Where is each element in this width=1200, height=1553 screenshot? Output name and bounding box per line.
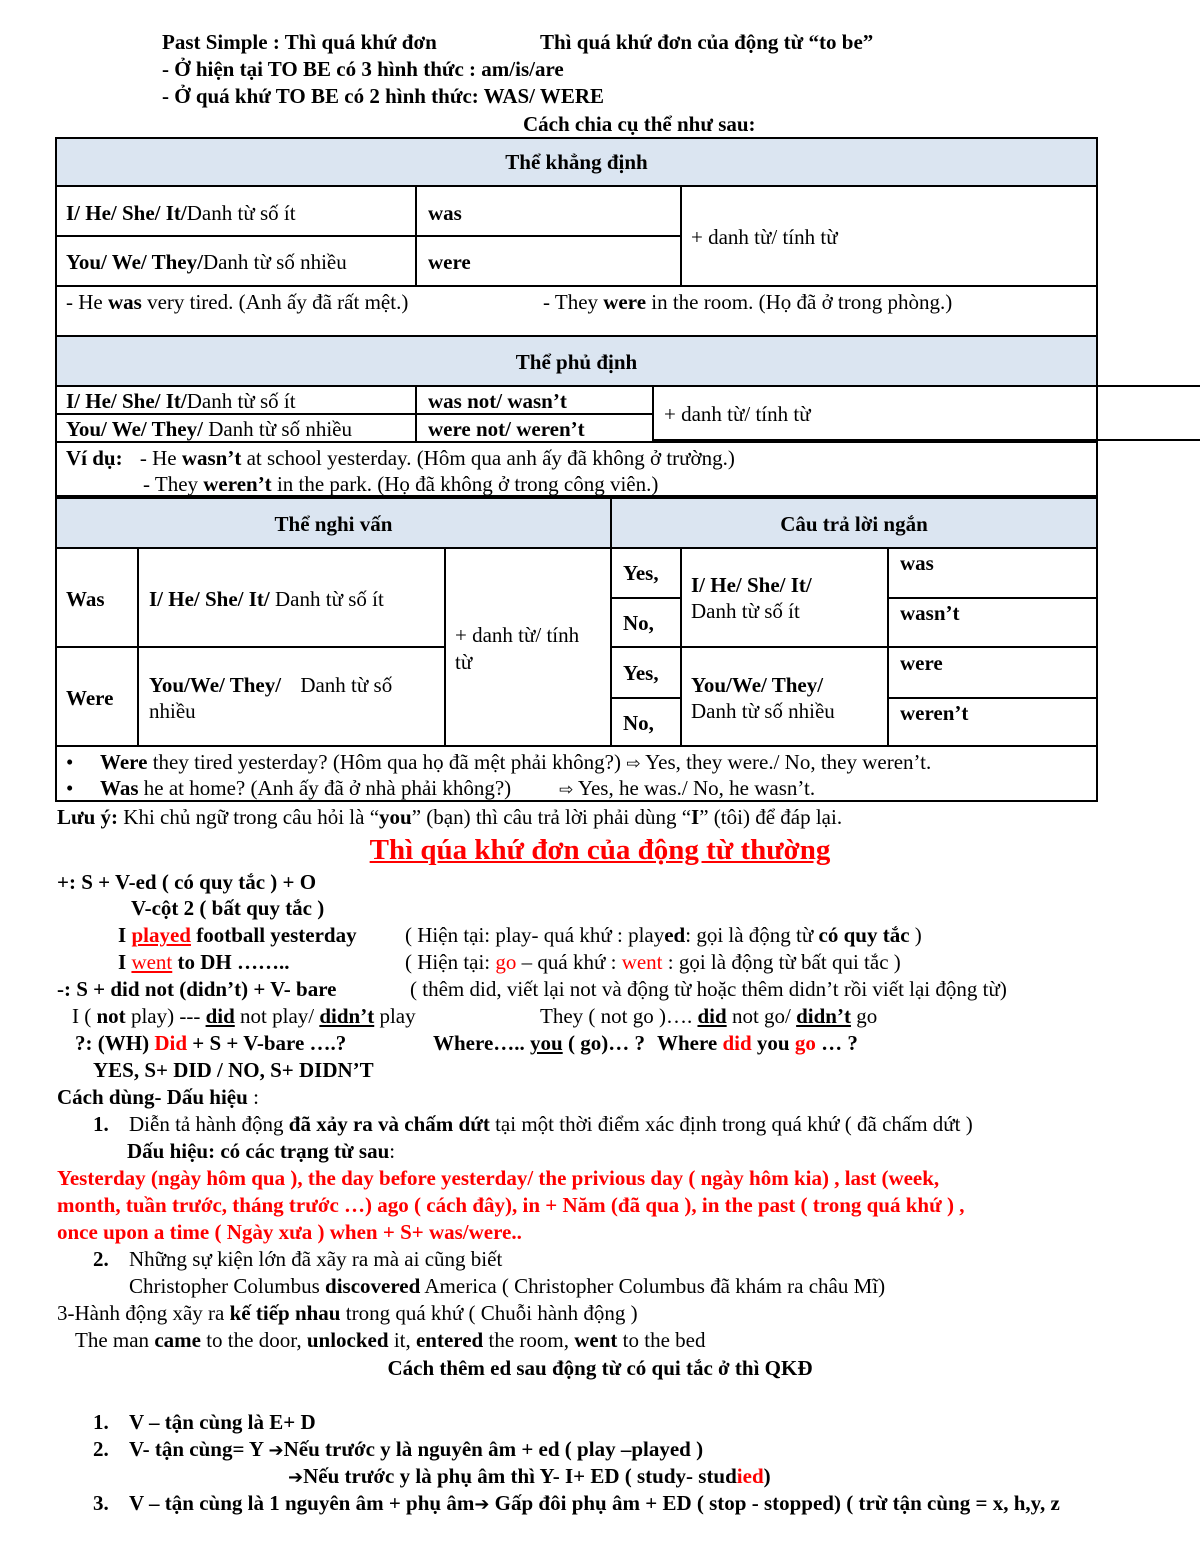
divider (887, 547, 889, 747)
bullet-icon: • (66, 750, 74, 774)
intro-line1-right: Thì quá khứ đơn của động từ “to be” (540, 30, 874, 54)
t: Danh từ số ít (269, 587, 384, 611)
t: they tired yesterday? (Hôm qua họ đã mệt phải không?) (147, 750, 621, 774)
aff-subject-plural-bold: You/ We/ They/ (66, 250, 203, 274)
usage-title (57, 1085, 259, 1110)
t: didn’t (796, 1004, 851, 1028)
regular-verbs-title: Thì qúa khứ đơn của động từ thường (369, 834, 831, 866)
t: played (131, 923, 191, 947)
divider (610, 547, 612, 747)
t: Cách dùng- Dấu hiệu (57, 1085, 248, 1109)
ans-yes-2: Yes, (623, 661, 659, 685)
t: you (751, 1031, 795, 1055)
t: 2. (93, 1437, 109, 1461)
divider (415, 385, 417, 442)
usage-item-2 (93, 1247, 502, 1272)
t: : (389, 1139, 396, 1163)
q-complement-1: + danh từ/ tính (455, 623, 580, 647)
neg-subject-plural (66, 417, 352, 442)
ed-rule-3 (93, 1491, 1060, 1516)
t: did (205, 1004, 235, 1028)
t: were (603, 290, 647, 314)
t: came (154, 1328, 201, 1352)
t: V- tận cùng= Y (129, 1437, 269, 1461)
t: Danh từ số ít (186, 389, 296, 413)
q-bullet-2 (66, 776, 815, 801)
divider (888, 597, 1098, 599)
t: đã xảy ra và chấm dứt (288, 1112, 490, 1136)
right-arrow-icon: ➔ (268, 1440, 284, 1461)
formula-plus: +: S + V-ed ( có quy tắc ) + O (57, 870, 317, 894)
t: 3-Hành động xãy ra (57, 1301, 230, 1325)
ed-rule-1 (93, 1410, 316, 1435)
intro-line3: - Ở quá khứ TO BE có 2 hình thức: WAS/ WERE (162, 84, 605, 108)
t: – quá khứ : (516, 950, 622, 974)
t: I (118, 950, 132, 974)
signs-red-line-2: month, tuần trước, tháng trước …) ago ( cách đây), in + Năm (đã qua ), in the past ( trong quá khứ ) , (57, 1193, 965, 1217)
usage-item-1 (93, 1112, 973, 1137)
divider (415, 185, 417, 286)
formula-minus: -: S + did not (didn’t) + V- bare (57, 977, 337, 1001)
note-line (57, 805, 842, 830)
t: in the room. (Họ đã ở trong phòng.) (646, 290, 953, 314)
ans-were: were (900, 651, 943, 675)
t: Ví dụ: (66, 446, 123, 470)
ans-subject-singular-bold: I/ He/ She/ It/ (691, 573, 812, 597)
intro-line4: Cách chia cụ thể như sau: (523, 112, 756, 136)
formula-question (75, 1031, 346, 1056)
t: went (131, 950, 173, 974)
t: V – tận cùng là E+ D (129, 1410, 316, 1434)
ans-yes-1: Yes, (623, 561, 659, 585)
t: có quy tắc (818, 923, 910, 947)
t: ied (736, 1464, 764, 1488)
divider (137, 547, 139, 747)
aff-subject-plural-rest: Danh từ số nhiều (202, 250, 347, 274)
t: Khi chủ ngữ trong câu hỏi là “ (118, 805, 380, 829)
t: to the bed (617, 1328, 706, 1352)
t: ) (763, 1464, 771, 1488)
t: 1. (93, 1112, 109, 1136)
t: I (691, 805, 700, 829)
affirmative-header-text: Thể khẳng định (505, 150, 648, 174)
q-subject-plural-2: nhiều (149, 699, 196, 723)
t: Was (100, 776, 139, 800)
t: 1. (93, 1410, 109, 1434)
t: not (96, 1004, 126, 1028)
aff-subject-plural (66, 250, 347, 275)
t: Did (154, 1031, 188, 1055)
aff-example-1 (66, 290, 408, 315)
right-arrow-icon: ⇨ (620, 754, 641, 774)
t: was (107, 290, 142, 314)
t: not play/ (234, 1004, 320, 1028)
divider (653, 385, 1200, 387)
t: Những sự kiện lớn đã xãy ra mà ai cũng biết (129, 1247, 503, 1271)
t: discovered (325, 1274, 421, 1298)
q-were: Were (66, 686, 114, 710)
formula-v2: V-cột 2 ( bất quy tắc ) (131, 896, 325, 920)
t: trong quá khứ ( Chuỗi hành động ) (340, 1301, 638, 1325)
t: 2. (93, 1247, 109, 1271)
divider (610, 597, 681, 599)
t: he at home? (Anh ấy đã ở nhà phải không?) (138, 776, 512, 800)
divider (55, 646, 445, 648)
aff-verb-was: was (428, 201, 462, 225)
divider (444, 547, 446, 747)
t: you (530, 1031, 563, 1055)
t: did (722, 1031, 752, 1055)
divider (610, 697, 681, 699)
t: - He (66, 290, 108, 314)
t: V – tận cùng là 1 nguyên âm + phụ âm (129, 1491, 475, 1515)
t: - He (134, 446, 182, 470)
usage-item-2-example (129, 1274, 885, 1299)
t: ) (909, 923, 922, 947)
t: : gọi là động từ (685, 923, 819, 947)
t: … ? (815, 1031, 858, 1055)
ed-rules-title: Cách thêm ed sau động từ có qui tắc ở thì QKĐ (387, 1356, 813, 1380)
t: ( go)… ? (562, 1031, 645, 1055)
example-played-note (405, 923, 922, 948)
t: play (374, 1004, 416, 1028)
divider (610, 646, 1098, 648)
divider (888, 697, 1098, 699)
ans-subject-plural-rest: Danh từ số nhiều (691, 699, 835, 723)
t: I (118, 923, 132, 947)
t: You/We/ They/ (149, 673, 282, 697)
neg-verb-was-not: was not/ wasn’t (428, 389, 567, 413)
ans-no-2: No, (623, 711, 654, 735)
aff-example-2 (543, 290, 952, 315)
t: Dấu hiệu: có các trạng từ sau (127, 1139, 390, 1163)
example-went (118, 950, 290, 975)
q-was: Was (66, 587, 105, 611)
ans-subject-plural-bold: You/We/ They/ (691, 673, 824, 697)
aff-subject-singular (66, 201, 296, 226)
usage-item-3 (57, 1301, 638, 1326)
t: weren’t (203, 472, 272, 496)
t: : (247, 1085, 259, 1109)
aff-verb-were: were (428, 250, 471, 274)
t: Yes, they were./ No, they weren’t. (640, 750, 932, 774)
t: Were (100, 750, 148, 774)
intro-line1-left: Past Simple : Thì quá khứ đơn (162, 30, 437, 54)
t: I ( (72, 1004, 97, 1028)
t: Danh từ số nhiều (202, 417, 352, 441)
q-bullet-1 (66, 750, 931, 775)
t: didn’t (319, 1004, 375, 1028)
t: ” (tôi) để đáp lại. (699, 805, 843, 829)
usage-signs (127, 1139, 395, 1164)
t: + S + V-bare ….? (187, 1031, 347, 1055)
t: wasn’t (181, 446, 242, 470)
t: go (495, 950, 517, 974)
divider (653, 439, 1200, 441)
t: play) --- (125, 1004, 206, 1028)
neg-subject-singular (66, 389, 296, 414)
t: I/ He/ She/ It/ (149, 587, 270, 611)
t: You/ We/ They/ (66, 417, 203, 441)
ans-subject-singular-rest: Danh từ số ít (691, 599, 800, 623)
q-complement-2: từ (455, 650, 473, 674)
right-arrow-icon: ➔ (474, 1494, 490, 1515)
t: Nếu trước y là phụ âm thì Y- I+ ED ( study- stud (303, 1464, 737, 1488)
right-arrow-icon: ➔ (288, 1467, 304, 1488)
signs-red-line-1: Yesterday (ngày hôm qua ), the day before yesterday/ the privious day ( ngày hôm kia) , last (week, (57, 1166, 940, 1190)
aff-subject-singular-rest: Danh từ số ít (186, 201, 296, 225)
t: tại một thời điểm xác định trong quá khứ ( đã chấm dứt ) (489, 1112, 973, 1136)
bullet-icon: • (66, 776, 74, 800)
divider (680, 547, 682, 747)
t: go (794, 1031, 816, 1055)
t: Nếu trước y là nguyên âm + ed ( play –played ) (283, 1437, 704, 1461)
t: ?: (WH) (75, 1031, 155, 1055)
t: entered (415, 1328, 484, 1352)
t: in the park. (Họ đã không ở trong công viên.) (271, 472, 659, 496)
t: football yesterday (190, 923, 357, 947)
ans-was: was (900, 551, 934, 575)
short-answer-header-text: Câu trả lời ngắn (780, 512, 928, 536)
question-example (433, 1031, 858, 1056)
divider (680, 185, 682, 286)
t: Danh từ số (295, 673, 393, 697)
example-went-note (405, 950, 901, 975)
ans-wasnt: wasn’t (900, 601, 960, 625)
t: went (621, 950, 663, 974)
usage-item-3-example (75, 1328, 705, 1353)
t: Diễn tả hành động (129, 1112, 289, 1136)
t: very tired. (Anh ấy đã rất mệt.) (141, 290, 409, 314)
t: to DH …….. (172, 950, 290, 974)
neg-complement: + danh từ/ tính từ (664, 402, 811, 426)
t: - They (143, 472, 204, 496)
t: - They (543, 290, 604, 314)
right-arrow-icon: ⇨ (559, 780, 574, 800)
intro-line2: - Ở hiện tại TO BE có 3 hình thức : am/is/are (162, 57, 564, 81)
t: Yes, he was./ No, he wasn’t. (573, 776, 816, 800)
t: unlocked (306, 1328, 389, 1352)
question-header-text: Thể nghi vấn (274, 512, 393, 536)
ed-rule-2-b (288, 1464, 771, 1489)
t: Lưu ý: (57, 805, 119, 829)
t: went (574, 1328, 618, 1352)
t: it, (388, 1328, 416, 1352)
t: ed (664, 923, 686, 947)
t: Where (656, 1031, 723, 1055)
negative-example-1 (72, 1004, 416, 1029)
q-subject-singular (149, 587, 384, 612)
t: I/ He/ She/ It/ (66, 389, 187, 413)
t: Gấp đôi phụ âm + ED ( stop - stopped) ( trừ tận cùng = x, h,y, z (489, 1491, 1060, 1515)
aff-subject-singular-bold: I/ He/ She/ It/ (66, 201, 187, 225)
neg-example-1 (66, 446, 735, 471)
t: 3. (93, 1491, 109, 1515)
q-subject-plural-1 (149, 673, 392, 698)
ed-rule-2 (93, 1437, 703, 1462)
t: Where….. (433, 1031, 531, 1055)
t: America ( Christopher Columbus đã khám ra châu Mĩ) (420, 1274, 886, 1298)
formula-minus-note: ( thêm did, viết lại not và động từ hoặc thêm didn’t rồi viết lại động từ) (410, 977, 1007, 1001)
negative-example-2 (540, 1004, 877, 1029)
neg-example-2 (143, 472, 658, 497)
t: The man (75, 1328, 155, 1352)
divider (55, 235, 681, 237)
divider (55, 285, 1098, 287)
t: kế tiếp nhau (229, 1301, 341, 1325)
t: to the door, (200, 1328, 307, 1352)
t: They ( not go )…. (540, 1004, 698, 1028)
neg-verb-were-not: were not/ weren’t (428, 417, 585, 441)
t: ( Hiện tại: (405, 950, 496, 974)
short-answer-formula: YES, S+ DID / NO, S+ DIDN’T (93, 1058, 374, 1082)
t: at school yesterday. (Hôm qua anh ấy đã không ở trường.) (241, 446, 735, 470)
ans-no-1: No, (623, 611, 654, 635)
t: Christopher Columbus (129, 1274, 326, 1298)
signs-red-line-3: once upon a time ( Ngày xưa ) when + S+ was/were.. (57, 1220, 522, 1244)
t: ( Hiện tại: play- quá khứ : play (405, 923, 665, 947)
ans-werent: weren’t (900, 701, 969, 725)
t: you (379, 805, 412, 829)
t: not go/ (726, 1004, 797, 1028)
t: did (697, 1004, 727, 1028)
example-played (118, 923, 357, 948)
t: : gọi là động từ bất qui tắc ) (662, 950, 901, 974)
aff-complement: + danh từ/ tính từ (691, 225, 838, 249)
t: ” (bạn) thì câu trả lời phải dùng “ (411, 805, 692, 829)
negative-header-text: Thể phủ định (515, 350, 638, 374)
divider (652, 385, 654, 442)
t: the room, (483, 1328, 575, 1352)
t: go (850, 1004, 878, 1028)
